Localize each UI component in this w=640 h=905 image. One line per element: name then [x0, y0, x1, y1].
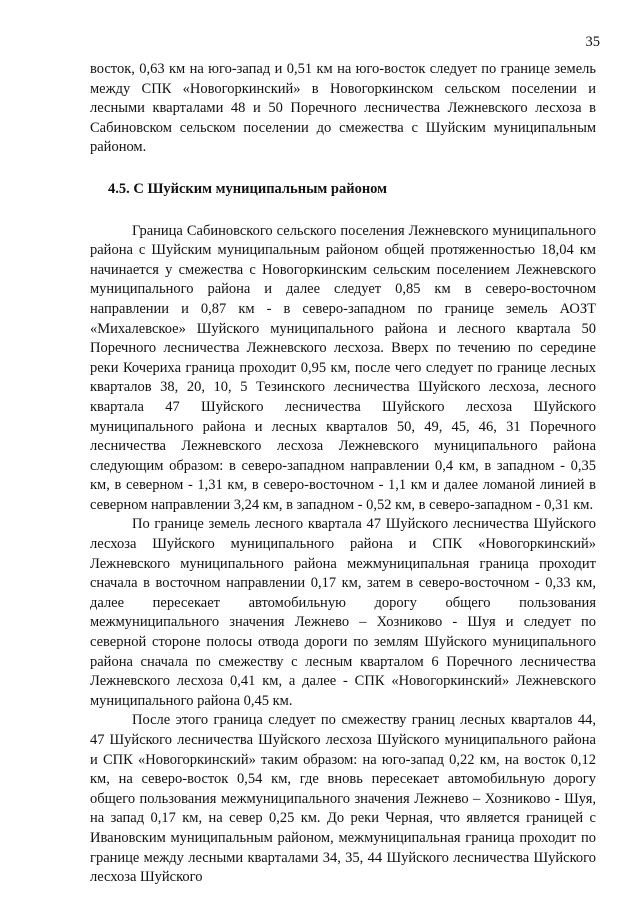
page-number: 35	[585, 34, 600, 50]
body-paragraph-1: Граница Сабиновского сельского поселения Лежневского муниципального района с Шуйским муниципальным районом общей протяженностью 18,04 км начинается у смежества с Новогоркинским сельским поселением Лежневского муниципального района и далее следует 0,85 км в северо-восточном направлении и 0,87 км - в северо-западном по границе земель АОЗТ «Михалевское» Шуйского муниципального района и лесного квартала 50 Поречного лесничества Лежневского лесхоза. Вверх по течению по середине реки Кочериха граница проходит 0,95 км, после чего следует по границе лесных кварталов 38, 20, 10, 5 Тезинского лесничества Шуйского лесхоза, лесного квартала 47 Шуйского лесничества Шуйского лесхоза Шуйского муниципального района и лесных кварталов 50, 49, 45, 46, 31 Поречного лесничества Лежневского лесхоза Лежневского муниципального района следующим образом: в северо-западном направлении 0,4 км, в западном - 0,35 км, в северном - 1,31 км, в северо-восточном - 1,1 км и далее ломаной линией в северном направлении 3,24 км, в западном - 0,52 км, в северо-западном - 0,31 км.	[90, 222, 596, 513]
intro-paragraph: восток, 0,63 км на юго-запад и 0,51 км на юго-восток следует по границе земель между СПК «Новогоркинский» в Новогоркинском сельском поселении и лесными кварталами 48 и 50 Поречного лесничества Лежневского лесхоза в Сабиновском сельском поселении до смежества с Шуйским муниципальным районом.	[90, 61, 596, 156]
section-heading: 4.5. С Шуйским муниципальным районом	[108, 180, 388, 197]
body-paragraph-3: После этого граница следует по смежеству границ лесных кварталов 44, 47 Шуйского лесничества Шуйского лесхоза Шуйского муниципального района и СПК «Новогоркинский» таким образом: на юго-запад 0,22 км, на восток 0,12 км, на северо-восток 0,54 км, где вновь пересекает автомобильную дорогу общего пользования межмуниципального значения Лежнево – Хозниково - Шуя, на запад 0,17 км, на север 0,25 км. До реки Черная, что является границей с Ивановским муниципальным районом, межмуниципальная граница проходит по границе между лесными кварталами 34, 35, 44 Шуйского лесничества Шуйского лесхоза Шуйского	[90, 712, 596, 886]
body-paragraph-2: По границе земель лесного квартала 47 Шуйского лесничества Шуйского лесхоза Шуйского муниципального района и СПК «Новогоркинский» Лежневского муниципального района межмуниципальная граница проходит сначала в восточном направлении 0,17 км, затем в северо-восточном - 0,33 км, далее пересекает автомобильную дорогу общего пользования межмуниципального значения Лежнево – Хозниково - Шуя и следует по северной стороне полосы отвода дороги по землям Шуйского муниципального района сначала по смежеству с лесным кварталом 6 Поречного лесничества Лежневского лесхоза 0,41 км, а далее - СПК «Новогоркинский» Лежневского муниципального района 0,45 км.	[90, 516, 596, 709]
document-body	[90, 60, 596, 888]
